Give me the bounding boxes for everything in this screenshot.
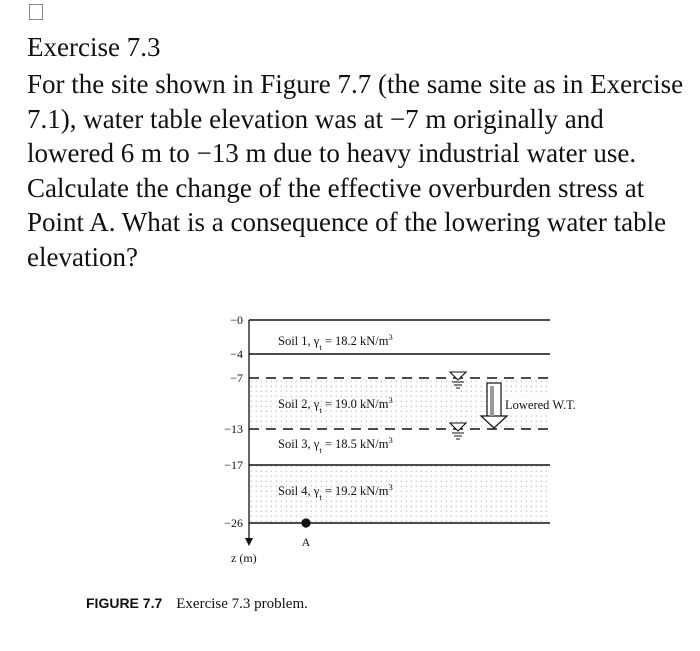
- figure-caption: [86, 595, 308, 613]
- lowered-water-table-icon: [450, 423, 466, 439]
- soil-2-label: Soil 2, $\gamma_t = 19.0$ $kN/m^3$: [278, 395, 393, 415]
- depth-label-0: −0: [230, 313, 243, 327]
- depth-label-17: −17: [224, 458, 243, 472]
- soil-4-label: Soil 4, $\gamma_t = 19.2$ $kN/m^3$: [278, 482, 393, 502]
- depth-label-7: −7: [230, 371, 243, 385]
- point-a-label: A: [301, 535, 311, 549]
- figure-caption-text: Exercise 7.3 problem.: [176, 596, 308, 612]
- figure-caption-label: FIGURE 7.7: [86, 595, 163, 611]
- depth-axis-arrow: [245, 538, 253, 546]
- depth-axis-label: z (m): [231, 551, 257, 565]
- depth-label-13: −13: [224, 422, 243, 436]
- soil-3-label: Soil 3, $\gamma_t = 18.5$ $kN/m^3$: [278, 435, 393, 455]
- lowered-wt-label: Lowered W.T.: [505, 398, 576, 412]
- depth-label-26: −26: [224, 516, 243, 530]
- depth-label-4: −4: [230, 347, 243, 361]
- problem-statement: For the site shown in Figure 7.7 (the same site as in Exercise 7.1), water table elevation was at −7 m originally and lowered 6 m to −13 m due to heavy industrial water use. Calculate the change of the effective overburden stress at Point A. What is a consequence of the lowering water table elevation?: [27, 69, 684, 272]
- point-a-marker: [301, 518, 310, 527]
- exercise-title: Exercise 7.3: [27, 32, 161, 62]
- soil-1-label: Soil 1, $\gamma_t = 18.2$ $kN/m^3$: [278, 332, 393, 352]
